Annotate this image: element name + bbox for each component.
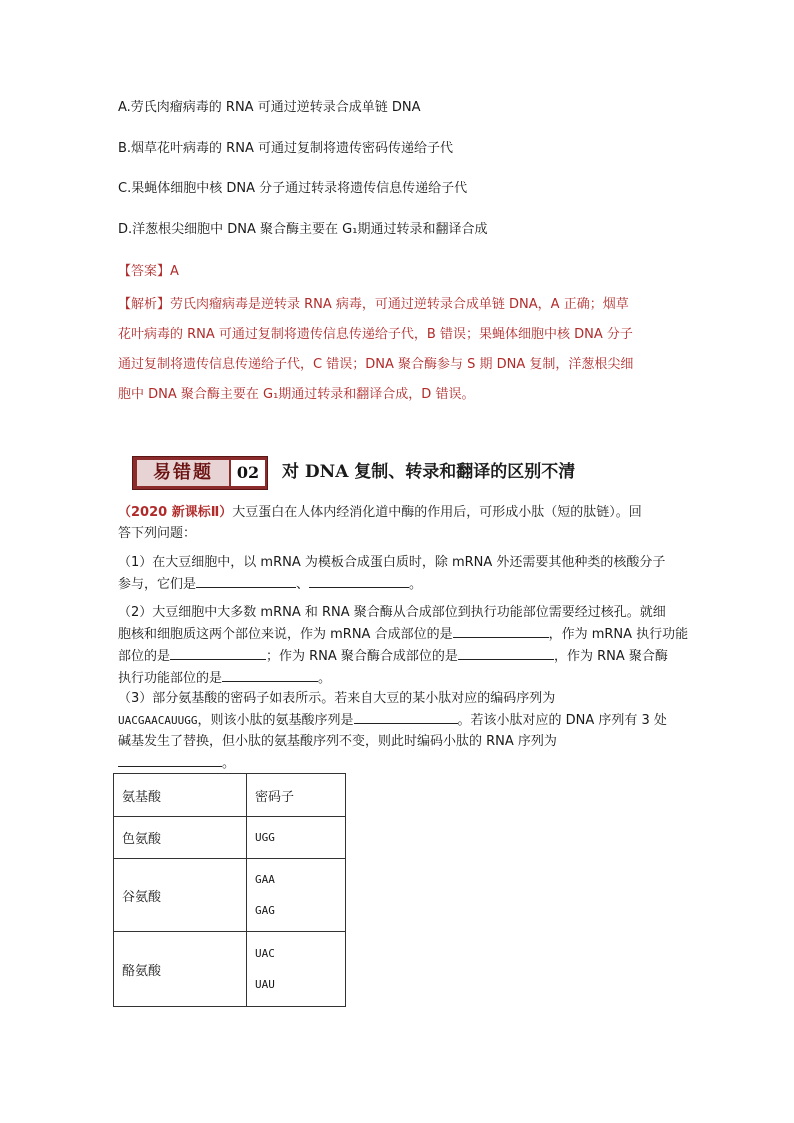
banner-label: 易错题	[153, 462, 213, 483]
answer-blank[interactable]	[118, 752, 222, 767]
codon: UGG	[255, 831, 275, 844]
codon-cell	[247, 859, 346, 932]
amino-acid-cell: 酪氨酸	[114, 932, 247, 1007]
codon-cell	[247, 817, 346, 859]
part-1-sep: 、	[296, 577, 310, 592]
answer-line	[118, 260, 179, 279]
section-title: 对 DNA 复制、转录和翻译的区别不清	[282, 462, 576, 482]
part-3-line: 碱基发生了替换，但小肽的氨基酸序列不变，则此时编码小肽的 RNA 序列为	[118, 734, 557, 749]
codon: GAG	[255, 904, 275, 917]
part-3-line: （3）部分氨基酸的密码子如表所示。若来自大豆的某小肽对应的编码序列为	[118, 691, 556, 706]
part-2-text: ；作为 RNA 聚合酶合成部位的是	[266, 649, 458, 664]
analysis-line: 通过复制将遗传信息传递给子代，C 错误；DNA 聚合酶参与 S 期 DNA 复制，洋葱根尖细	[118, 357, 634, 372]
table-row	[114, 932, 346, 1007]
part-1-line: （1）在大豆细胞中，以 mRNA 为模板合成蛋白质时，除 mRNA 外还需要其他种类的核酸分子	[118, 555, 666, 570]
part-1-text: 参与，它们是	[118, 577, 197, 592]
part-2-text: ，作为 RNA 聚合酶	[553, 649, 668, 664]
option-b: B.烟草花叶病毒的 RNA 可通过复制将遗传密码传递给子代	[118, 141, 453, 156]
amino-acid-cell: 色氨酸	[114, 817, 247, 859]
section-banner	[132, 456, 268, 490]
table-header-row	[114, 774, 346, 817]
part-2-text: 胞核和细胞质这两个部位来说，作为 mRNA 合成部位的是	[118, 627, 453, 642]
answer-blank[interactable]	[309, 573, 409, 588]
answer-label: 【答案】	[118, 264, 171, 279]
banner-number: 02	[231, 460, 265, 486]
analysis-line: 【解析】劳氏肉瘤病毒是逆转录 RNA 病毒，可通过逆转录合成单链 DNA，A 正确；烟草	[118, 297, 629, 312]
option-c: C.果蝇体细胞中核 DNA 分子通过转录将遗传信息传递给子代	[118, 181, 468, 196]
answer-blank[interactable]	[354, 709, 458, 724]
answer-blank[interactable]	[222, 667, 318, 682]
table-row	[114, 859, 346, 932]
stem-text-cont: 答下列问题：	[118, 526, 197, 541]
amino-acid-cell: 谷氨酸	[114, 859, 247, 932]
part-1-end: 。	[409, 577, 423, 592]
answer-value: A	[170, 264, 179, 279]
part-3-end: 。	[222, 756, 236, 771]
coding-sequence: UACGAACAUUGG	[118, 714, 198, 727]
table-header-cell: 密码子	[247, 774, 346, 817]
option-d: D.洋葱根尖细胞中 DNA 聚合酶主要在 G₁期通过转录和翻译合成	[118, 222, 488, 237]
table-row	[114, 817, 346, 859]
answer-blank[interactable]	[453, 623, 549, 638]
banner-label-box	[137, 460, 229, 486]
question-source: （2020 新课标Ⅱ）	[118, 505, 233, 520]
question-part-2	[118, 602, 689, 689]
codon: UAU	[255, 978, 275, 991]
answer-blank[interactable]	[196, 573, 296, 588]
codon-cell	[247, 932, 346, 1007]
stem-text: 大豆蛋白在人体内经消化道中酶的作用后，可形成小肽（短的肽链）。回	[232, 505, 642, 520]
part-2-line: （2）大豆细胞中大多数 mRNA 和 RNA 聚合酶从合成部位到执行功能部位需要经过核孔。就细	[118, 605, 666, 620]
part-2-text: 执行功能部位的是	[118, 671, 223, 686]
part-2-text: 部位的是	[118, 649, 171, 664]
codon: GAA	[255, 873, 275, 886]
question-stem	[118, 502, 684, 544]
question-part-3	[118, 688, 684, 774]
answer-blank[interactable]	[170, 645, 266, 660]
part-3-text: ，则该小肽的氨基酸序列是	[197, 713, 354, 728]
answer-blank[interactable]	[458, 645, 554, 660]
analysis-block	[118, 290, 678, 410]
table-header-cell: 氨基酸	[114, 774, 247, 817]
part-3-text: 。若该小肽对应的 DNA 序列有 3 处	[457, 713, 667, 728]
option-a: A.劳氏肉瘤病毒的 RNA 可通过逆转录合成单链 DNA	[118, 100, 421, 115]
question-part-1	[118, 552, 684, 595]
codon: UAC	[255, 947, 275, 960]
part-2-text: ，作为 mRNA 执行功能	[548, 627, 689, 642]
codon-table	[113, 773, 346, 1007]
part-2-end: 。	[318, 671, 332, 686]
analysis-line: 花叶病毒的 RNA 可通过复制将遗传信息传递给子代，B 错误；果蝇体细胞中核 DNA 分子	[118, 327, 633, 342]
analysis-line: 胞中 DNA 聚合酶主要在 G₁期通过转录和翻译合成，D 错误。	[118, 387, 475, 402]
